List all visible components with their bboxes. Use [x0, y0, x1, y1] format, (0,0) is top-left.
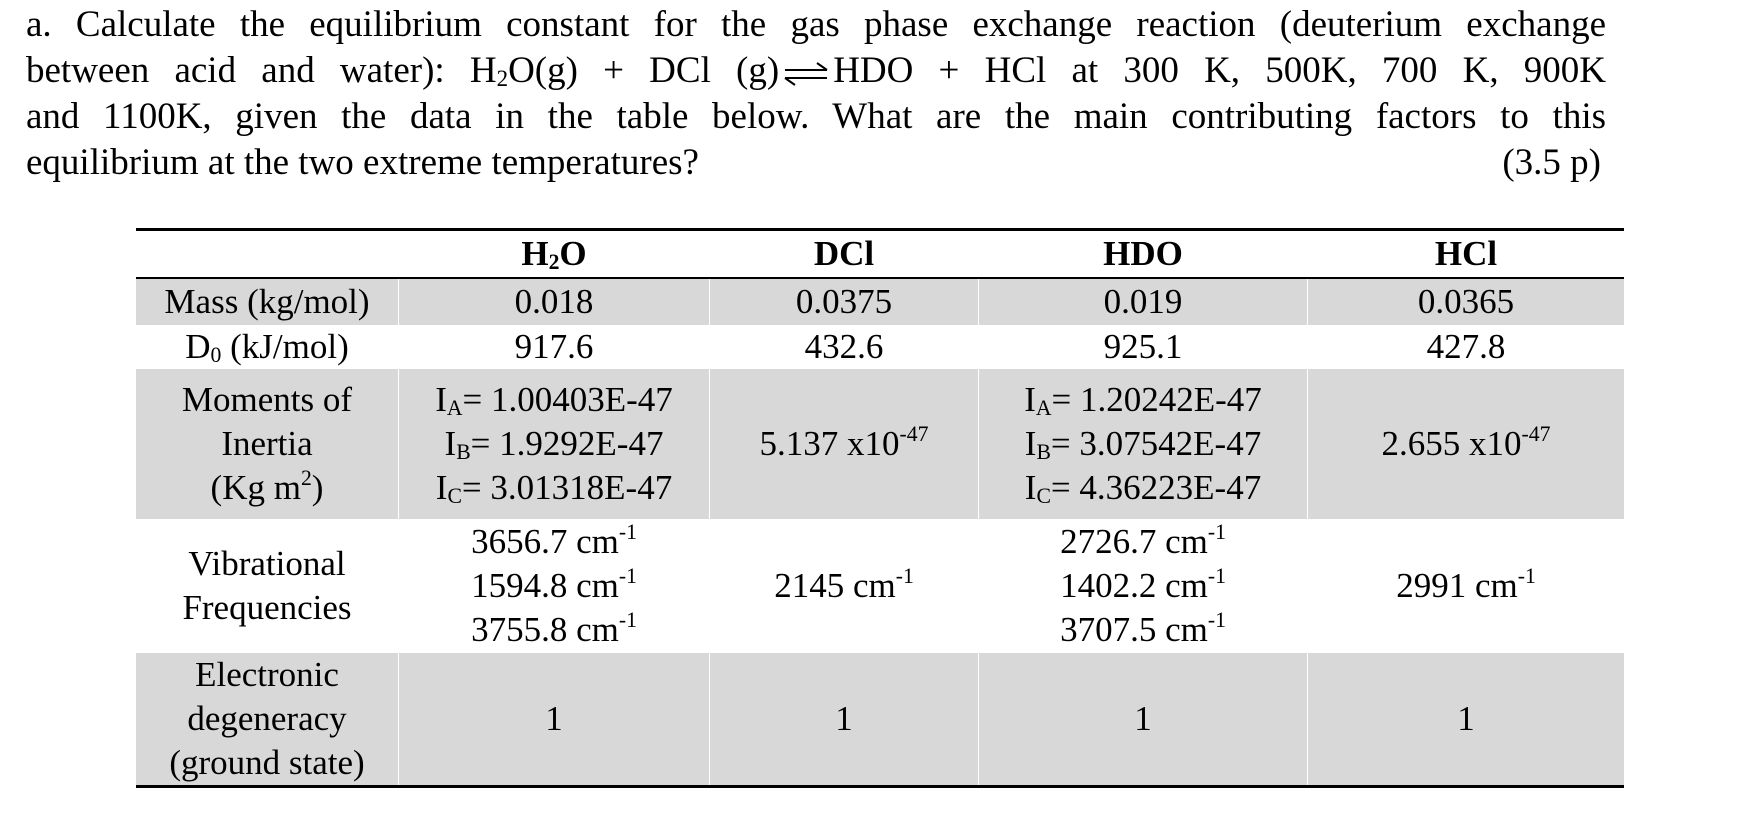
header-dcl: DCl [710, 230, 979, 279]
cell-vib-h2o: 3656.7 $cm^{-1}$ 1594.8 $cm^{-1}$ 3755.8 $cm^{-1}$ [399, 519, 710, 653]
cell-mass-hdo: 0.019 [979, 278, 1308, 325]
table-row-d0 [136, 325, 1624, 369]
reaction-text-mid: O(g) + DCl (g) [508, 50, 780, 91]
cell-mass-dcl: 0.0375 [710, 278, 979, 325]
cell-moi-h2o: $I_A= 1.00403E-47$ $I_B= 1.9292E-47$ $I_C= 3.01318E-47$ [399, 369, 710, 519]
header-h2o: $H_2O$ [399, 230, 710, 279]
table-header-row [136, 230, 1624, 279]
row-label-d0: $D_0$ (kJ/mol) [185, 327, 349, 367]
cell-mass-h2o: 0.018 [399, 278, 710, 325]
question-text [26, 2, 1606, 186]
row-label-moments-of-inertia: Moments of Inertia (Kg $m^2$) [136, 369, 399, 519]
header-empty [136, 230, 399, 279]
row-label-vibrational-frequencies: Vibrational Frequencies [182, 544, 352, 627]
cell-elec-dcl: 1 [710, 653, 979, 787]
cell-d0-h2o: 917.6 [399, 325, 710, 369]
table-row-mass [136, 278, 1624, 325]
header-hdo: HDO [979, 230, 1308, 279]
cell-moi-hdo: $I_A= 1.20242E-47$ $I_B= 3.07542E-47$ $I_C= 4.36223E-47$ [979, 369, 1308, 519]
cell-vib-hcl: 2991 $cm^{-1}$ [1308, 519, 1625, 653]
data-table [136, 228, 1624, 788]
question-line-3: and 1100K, given the data in the table below. What are the main contributing factors to this [26, 96, 1606, 137]
table-row-vibrational-frequencies [136, 519, 1624, 653]
cell-elec-hcl: 1 [1308, 653, 1625, 787]
cell-moi-dcl: 5.137 $x10^{-47}$ [710, 369, 979, 519]
reaction-text-end: HDO + HCl at 300 K, 500K, 700 K, 900K [833, 50, 1606, 91]
cell-elec-hdo: 1 [979, 653, 1308, 787]
table-row-moments-of-inertia [136, 369, 1624, 519]
cell-moi-hcl: 2.655 $x10^{-47}$ [1308, 369, 1625, 519]
header-hcl: HCl [1308, 230, 1625, 279]
question-line-2 [26, 48, 1606, 94]
cell-vib-dcl: 2145 $cm^{-1}$ [710, 519, 979, 653]
reaction-text-start: between acid and water): H [26, 50, 497, 91]
cell-elec-h2o: 1 [399, 653, 710, 787]
cell-mass-hcl: 0.0365 [1308, 278, 1625, 325]
subscript: 2 [496, 66, 509, 92]
row-label-electronic-degeneracy: Electronic degeneracy (ground state) [136, 653, 399, 787]
question-line-1: a. Calculate the equilibrium constant for the gas phase exchange reaction (deuterium exchange [26, 4, 1606, 45]
cell-vib-hdo: 2726.7 $cm^{-1}$ 1402.2 $cm^{-1}$ 3707.5 $cm^{-1}$ [979, 519, 1308, 653]
row-label-mass: Mass (kg/mol) [136, 278, 399, 325]
table-row-electronic-degeneracy [136, 653, 1624, 787]
cell-d0-dcl: 432.6 [710, 325, 979, 369]
equilibrium-arrow-icon [783, 61, 829, 87]
question-line-4-text: equilibrium at the two extreme temperatures? [26, 142, 699, 183]
question-line-4 [26, 140, 1606, 186]
cell-d0-hcl: 427.8 [1308, 325, 1625, 369]
cell-d0-hdo: 925.1 [979, 325, 1308, 369]
points-label: (3.5 p) [1502, 142, 1601, 183]
